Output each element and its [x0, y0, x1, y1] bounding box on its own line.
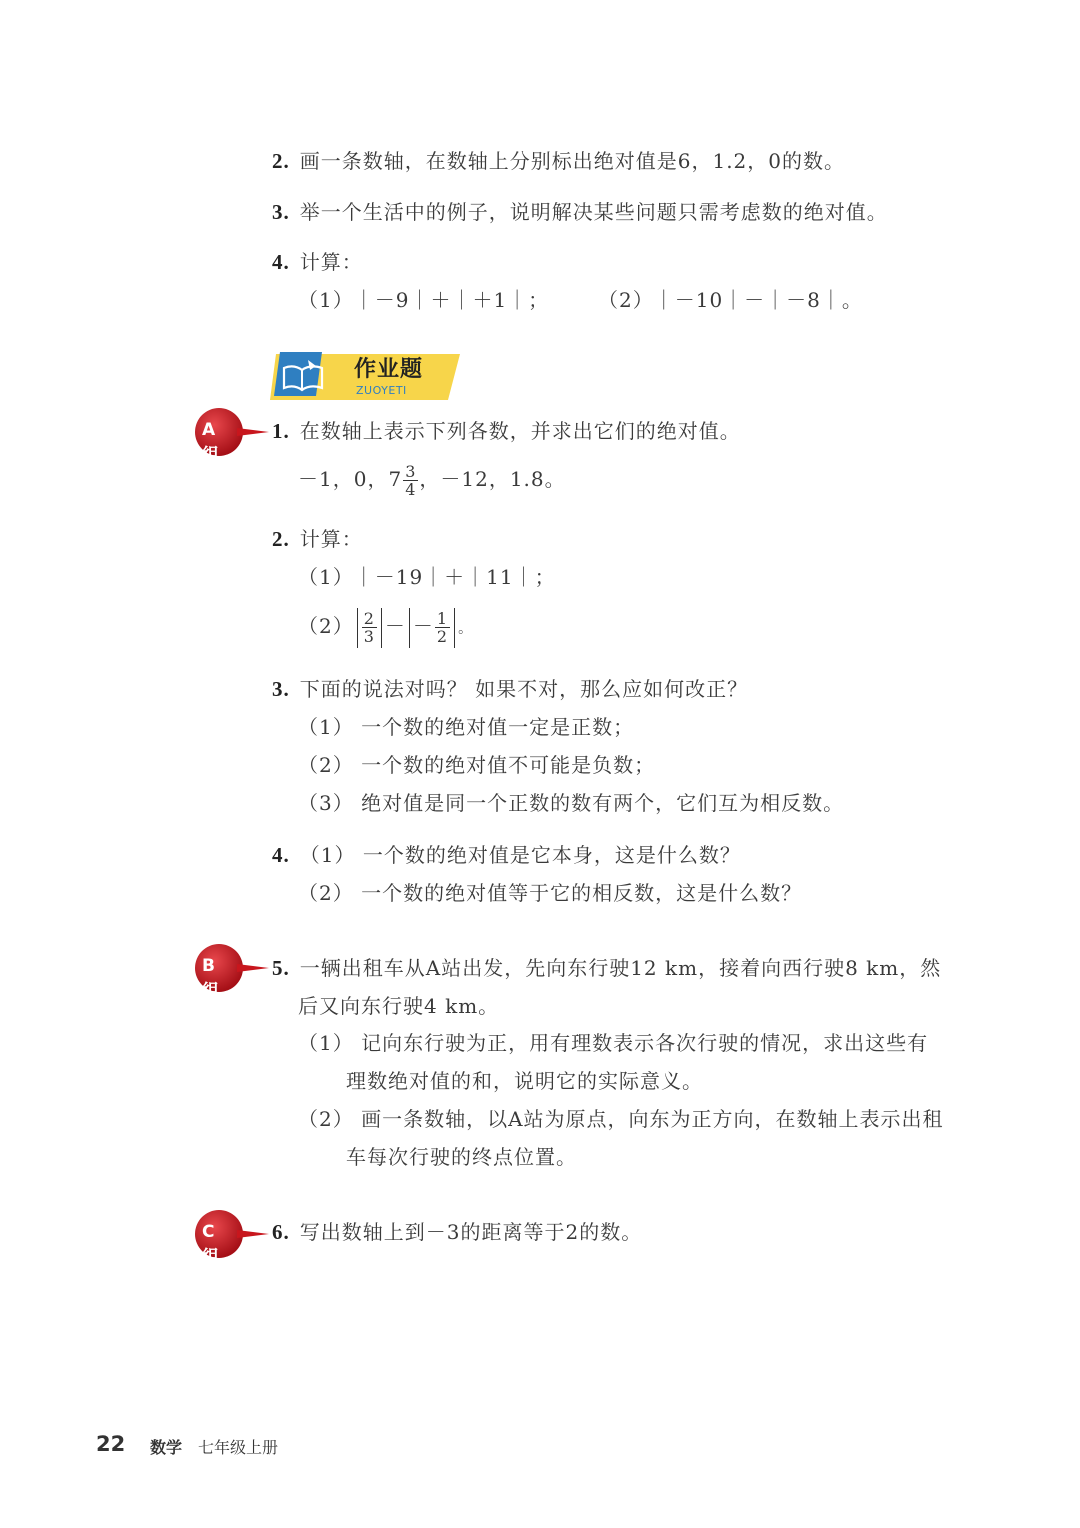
- abs-bar: [357, 608, 358, 648]
- exercise-number: 4.: [272, 250, 290, 274]
- homework-5-part-1-line-1: （1） 记向东行驶为正，用有理数表示各次行驶的情况，求出这些有: [298, 1031, 929, 1055]
- homework-5-part-2-line-2: 车每次行驶的终点位置。: [346, 1145, 577, 1169]
- exercise-text: 画一条数轴，在数轴上分别标出绝对值是6，1.2，0的数。: [299, 149, 846, 173]
- exercise-4: [272, 250, 363, 274]
- exercise-number: 5.: [272, 956, 290, 980]
- homework-3-part-2: （2） 一个数的绝对值不可能是负数；: [298, 753, 656, 777]
- footer-grade: 七年级上册: [198, 1438, 279, 1457]
- exercise-number: 3.: [272, 200, 290, 224]
- homework-3-part-3: （3） 绝对值是同一个正数的数有两个，它们互为相反数。: [298, 791, 845, 815]
- fraction-denominator: 2: [436, 627, 449, 646]
- exercise-text: （1） 一个数的绝对值是它本身，这是什么数？: [299, 843, 741, 867]
- homework-4: [272, 843, 741, 867]
- period: 。: [458, 621, 474, 637]
- abs-bar: [381, 608, 382, 648]
- homework-5-line-2: 后又向东行驶4 km。: [298, 994, 500, 1018]
- homework-2-part-2: [298, 602, 473, 653]
- homework-4-part-2: （2） 一个数的绝对值等于它的相反数，这是什么数？: [298, 881, 803, 905]
- exercise-text: 下面的说法对吗？ 如果不对，那么应如何改正？: [299, 677, 749, 701]
- homework-banner: [270, 350, 462, 402]
- homework-subtitle: ZUOYETI: [356, 384, 407, 397]
- exercise-number: 2.: [272, 527, 290, 551]
- exercise-text: 举一个生活中的例子，说明解决某些问题只需考虑数的绝对值。: [299, 200, 888, 224]
- abs-bar: [409, 608, 410, 648]
- fraction-denominator: 4: [405, 480, 417, 499]
- group-b-label: B组: [202, 956, 219, 1001]
- fraction-three-quarters: [403, 463, 418, 498]
- abs-bar: [454, 608, 455, 648]
- homework-5-part-1-line-2: 理数绝对值的和，说明它的实际意义。: [346, 1069, 703, 1093]
- exercise-number: 1.: [272, 419, 290, 443]
- fraction-numerator: 1: [436, 609, 449, 628]
- book-icon: [280, 356, 326, 394]
- homework-6: [272, 1220, 642, 1244]
- homework-2-part-1: （1）｜－19｜＋｜11｜；: [298, 565, 556, 589]
- fraction-denominator: 3: [363, 627, 375, 646]
- group-a-label: A组: [202, 420, 219, 465]
- fraction-numerator: 3: [405, 462, 417, 481]
- exercise-text: 计算：: [299, 250, 363, 274]
- page-number: 22: [96, 1432, 126, 1456]
- exercise-number: 2.: [272, 149, 290, 173]
- exercise-number: 3.: [272, 677, 290, 701]
- homework-2: [272, 527, 363, 551]
- homework-5-part-2-line-1: （2） 画一条数轴，以A站为原点，向东为正方向，在数轴上表示出租: [298, 1107, 944, 1131]
- homework-1: [272, 419, 741, 443]
- exercise-text: 计算：: [299, 527, 363, 551]
- part-label: （2）: [298, 614, 354, 638]
- exercise-text: 在数轴上表示下列各数，并求出它们的绝对值。: [299, 419, 741, 443]
- exercise-number: 4.: [272, 843, 290, 867]
- fraction-numerator: 2: [363, 609, 375, 628]
- homework-title: 作业题: [354, 357, 424, 382]
- exercise-2: [272, 149, 845, 173]
- minus-sign: －: [384, 614, 406, 638]
- exercise-number: 6.: [272, 1220, 290, 1244]
- fraction-one-half: [435, 610, 450, 645]
- homework-5: [272, 956, 941, 980]
- number-list-suffix: ，－12，1.8。: [419, 467, 566, 491]
- exercise-3: [272, 200, 888, 224]
- homework-3: [272, 677, 748, 701]
- homework-1-numbers: [298, 458, 566, 500]
- number-list-prefix: －1，0，7: [298, 467, 403, 491]
- homework-3-part-1: （1） 一个数的绝对值一定是正数；: [298, 715, 635, 739]
- negative-sign: －: [412, 614, 434, 638]
- exercise-text: 写出数轴上到－3的距离等于2的数。: [299, 1220, 643, 1244]
- footer-subject: 数学: [150, 1438, 183, 1457]
- exercise-text-line-1: 一辆出租车从A站出发，先向东行驶12 km，接着向西行驶8 km，然: [299, 956, 942, 980]
- exercise-4-part-1: （1）｜－9｜＋｜＋1｜；: [298, 288, 550, 312]
- exercise-4-part-2: （2）｜－10｜－｜－8｜。: [598, 288, 863, 312]
- fraction-two-thirds: [362, 610, 377, 645]
- group-c-label: C组: [202, 1222, 219, 1267]
